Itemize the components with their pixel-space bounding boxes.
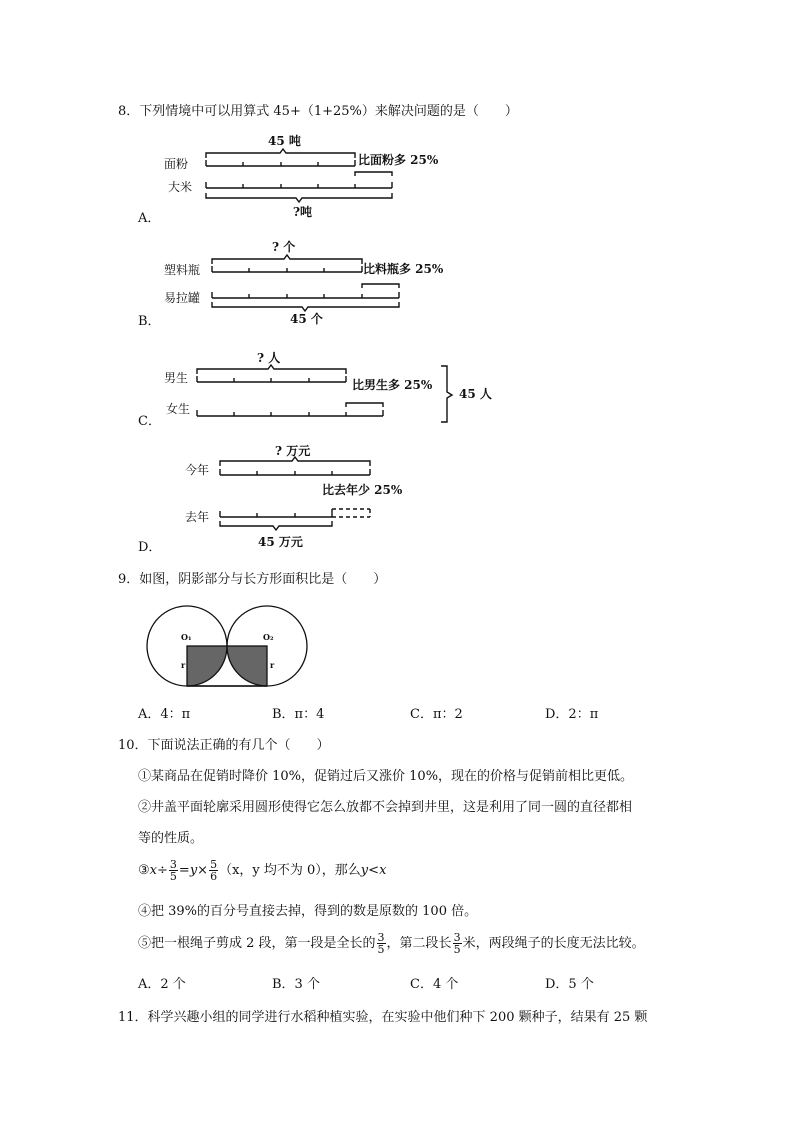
q10-s5-frac1	[377, 932, 386, 955]
q11-stem: 11．科学兴趣小组的同学进行水稻种植实验，在实验中他们种下 200 颗种子，结果有 25 颗	[118, 1010, 648, 1025]
q8-option-a-label: A．	[138, 211, 161, 226]
q10-s3-y: y	[189, 863, 198, 878]
q9-r-left: r	[181, 660, 186, 670]
q8c-note: 比男生多 25%	[352, 378, 433, 392]
q9-option-a: A．4：π	[138, 707, 191, 722]
q8a-row2: 大米	[168, 180, 193, 194]
q10-s3-frac1-den: 5	[169, 870, 177, 883]
q10-s3-times: ×	[197, 863, 209, 878]
q9-stem: 9．如图，阴影部分与长方形面积比是（ ）	[118, 572, 387, 587]
q8b-row1: 塑料瓶	[164, 263, 201, 277]
q10-stem: 10．下面说法正确的有几个（ ）	[118, 738, 330, 753]
q10-s3-y2: y	[360, 863, 369, 878]
q8a-note: 比面粉多 25%	[358, 153, 439, 167]
q10-option-a: A．2 个	[138, 977, 186, 992]
q10-s3-frac1	[169, 859, 178, 882]
q10-option-b: B．3 个	[272, 977, 320, 992]
q8b-row2: 易拉罐	[164, 291, 201, 305]
q8-option-d-label: D．	[138, 540, 162, 555]
q10-s3-frac2-num: 5	[210, 858, 218, 871]
q8a-top-label: 45 吨	[268, 134, 301, 148]
q10-statement-2b: 等的性质。	[138, 831, 204, 846]
q10-s3-x: x	[149, 863, 157, 878]
q8c-row1: 男生	[164, 371, 189, 385]
q9-option-d: D．2：π	[545, 707, 599, 722]
q10-option-c: C．4 个	[410, 977, 459, 992]
q8b-bottom-label: 45 个	[290, 312, 323, 326]
q8d-row2: 去年	[185, 510, 210, 524]
q10-statement-2a: ②井盖平面轮廓采用圆形使得它怎么放都不会掉到井里，这是利用了同一圆的直径都相	[138, 800, 633, 815]
q10-s3-div: ÷	[157, 863, 168, 878]
q10-s5-frac2	[453, 932, 462, 955]
q10-statement-3	[138, 858, 386, 884]
q8a-row1: 面粉	[164, 157, 189, 171]
q8c-side-label: 45 人	[459, 387, 492, 401]
q10-s5-a: ⑤把一根绳子剪成 2 段，第一段是全长的	[138, 936, 376, 951]
q8b-top-label: ? 个	[272, 240, 296, 254]
q8-stem: 8．下列情境中可以用算式 45+（1+25%）来解决问题的是（ ）	[118, 104, 518, 119]
q10-s3-frac2	[209, 859, 218, 882]
q8-option-b-label: B．	[138, 314, 161, 329]
q10-s3-lt: <	[368, 863, 380, 878]
q10-s3-frac1-num: 3	[169, 858, 177, 871]
q8d-bottom-label: 45 万元	[258, 535, 303, 549]
q10-s3-eq: =	[178, 863, 190, 878]
q8d-top-label: ? 万元	[275, 444, 311, 458]
q8d-note: 比去年少 25%	[322, 483, 403, 497]
q10-s5-frac2-num: 3	[453, 931, 461, 944]
q8c-row2: 女生	[166, 402, 191, 416]
q8c-top-label: ? 人	[257, 351, 281, 365]
q10-s3-circ: ③	[138, 863, 150, 878]
q10-s5-frac1-num: 3	[377, 931, 385, 944]
q10-s5-b: ，第二段长	[386, 936, 452, 951]
q8b-note: 比料瓶多 25%	[363, 262, 444, 276]
q10-s5-c: 米，两段绳子的长度无法比较。	[462, 936, 645, 951]
q8a-bottom-label: ?吨	[293, 205, 313, 219]
q10-option-d: D．5 个	[545, 977, 594, 992]
q10-s5-frac1-den: 5	[377, 943, 385, 956]
q10-s3-x2: x	[379, 863, 387, 878]
q10-statement-5	[138, 931, 645, 957]
q9-option-b: B．π：4	[272, 707, 325, 722]
q9-o1-label: O₁	[181, 632, 192, 642]
q10-s5-frac2-den: 5	[453, 943, 461, 956]
q9-option-c: C．π：2	[410, 707, 463, 722]
q10-s3-frac2-den: 6	[210, 870, 218, 883]
q10-statement-4: ④把 39%的百分号直接去掉，得到的数是原数的 100 倍。	[138, 904, 478, 919]
q9-o2-label: O₂	[263, 632, 274, 642]
q8-option-c-label: C．	[138, 414, 161, 429]
q10-statement-1: ①某商品在促销时降价 10%，促销过后又涨价 10%，现在的价格与促销前相比更低。	[138, 769, 634, 784]
q8d-row1: 今年	[185, 463, 210, 477]
q9-r-right: r	[270, 660, 275, 670]
q10-s3-cond: （x，y 均不为 0），那么	[219, 863, 361, 878]
